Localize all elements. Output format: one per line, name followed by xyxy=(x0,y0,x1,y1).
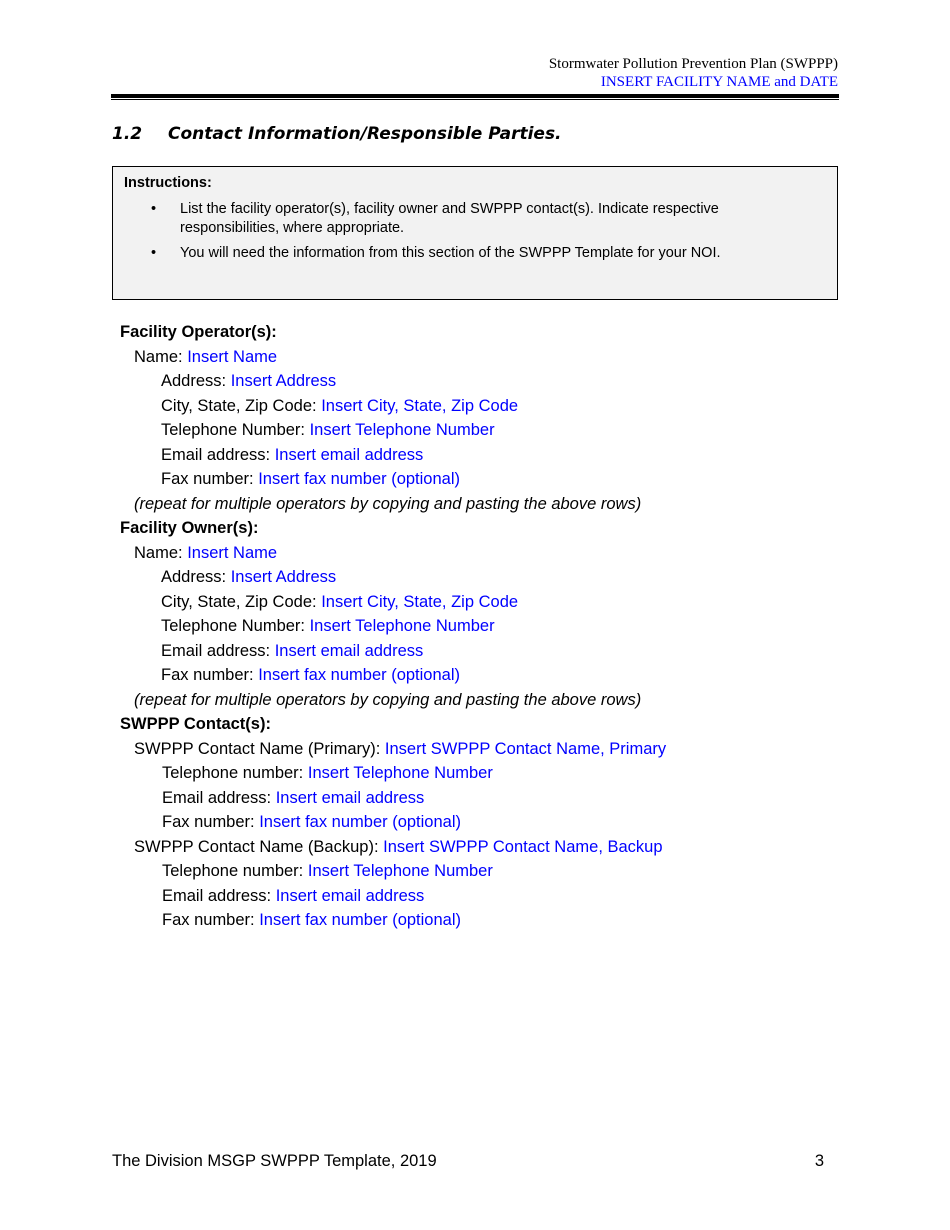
backup-contact-fax-placeholder[interactable]: Insert fax number (optional) xyxy=(259,911,461,929)
instruction-text: You will need the information from this section of the SWPPP Template for your NOI. xyxy=(180,245,721,261)
owner-address-placeholder[interactable]: Insert Address xyxy=(230,568,337,586)
field-label: Email address: xyxy=(162,788,276,807)
field-label: Fax number: xyxy=(161,470,259,488)
contact-information xyxy=(0,320,950,933)
operator-address-placeholder[interactable]: Insert Address xyxy=(230,372,337,390)
operator-name-placeholder[interactable]: Insert Name xyxy=(187,347,278,366)
instructions-list xyxy=(151,200,811,269)
owner-name-row xyxy=(0,541,950,566)
field-label: Fax number: xyxy=(162,813,260,831)
backup-contact-phone-placeholder[interactable]: Insert Telephone Number xyxy=(307,862,493,880)
field-label: Telephone number: xyxy=(162,862,308,880)
backup-contact-email-row xyxy=(0,884,950,909)
operator-city-row xyxy=(0,394,950,419)
instruction-text: List the facility operator(s), facility owner and SWPPP contact(s). Indicate respective responsibilities, where appropriate. xyxy=(180,201,719,236)
owners-heading: Facility Owner(s): xyxy=(120,519,259,537)
field-label: City, State, Zip Code: xyxy=(161,592,322,611)
field-label: Email address: xyxy=(161,445,275,464)
owners-repeat-note: (repeat for multiple operators by copying and pasting the above rows) xyxy=(134,690,642,709)
header-divider-thick xyxy=(111,94,839,98)
owner-name-placeholder[interactable]: Insert Name xyxy=(187,543,278,562)
page-footer xyxy=(112,1152,824,1171)
operator-city-placeholder[interactable]: Insert City, State, Zip Code xyxy=(321,396,519,415)
owner-fax-placeholder[interactable]: Insert fax number (optional) xyxy=(258,666,460,684)
primary-contact-name-placeholder[interactable]: Insert SWPPP Contact Name, Primary xyxy=(384,739,667,758)
owner-phone-placeholder[interactable]: Insert Telephone Number xyxy=(309,617,495,635)
operators-heading: Facility Operator(s): xyxy=(120,323,277,341)
owner-address-row xyxy=(0,565,950,590)
primary-contact-email-placeholder[interactable]: Insert email address xyxy=(275,788,425,807)
operator-email-placeholder[interactable]: Insert email address xyxy=(274,445,424,464)
operators-repeat-note: (repeat for multiple operators by copying and pasting the above rows) xyxy=(134,494,642,513)
page-header xyxy=(549,55,838,91)
section-title: Contact Information/Responsible Parties. xyxy=(168,124,562,144)
operator-email-row xyxy=(0,443,950,468)
page-number: 3 xyxy=(814,1152,824,1170)
primary-contact-phone-placeholder[interactable]: Insert Telephone Number xyxy=(307,764,493,782)
field-label: Telephone Number: xyxy=(161,421,310,439)
field-label: Fax number: xyxy=(161,666,259,684)
field-label: Fax number: xyxy=(162,911,260,929)
owner-phone-row xyxy=(0,614,950,639)
primary-contact-email-row xyxy=(0,786,950,811)
backup-contact-phone-row xyxy=(0,859,950,884)
section-heading xyxy=(112,124,562,144)
document-title: Stormwater Pollution Prevention Plan (SWPPP) xyxy=(548,56,838,72)
field-label: Name: xyxy=(134,543,188,562)
backup-contact-name-row xyxy=(0,835,950,860)
operator-address-row xyxy=(0,369,950,394)
backup-contact-email-placeholder[interactable]: Insert email address xyxy=(275,886,425,905)
operator-name-row xyxy=(0,345,950,370)
operator-phone-placeholder[interactable]: Insert Telephone Number xyxy=(309,421,495,439)
operator-phone-row xyxy=(0,418,950,443)
field-label: SWPPP Contact Name (Backup): xyxy=(134,837,384,856)
backup-contact-fax-row xyxy=(0,908,950,933)
owner-city-row xyxy=(0,590,950,615)
primary-contact-name-row xyxy=(0,737,950,762)
instruction-item xyxy=(151,244,811,263)
field-label: Email address: xyxy=(161,641,275,660)
facility-name-placeholder: INSERT FACILITY NAME and DATE xyxy=(600,74,838,90)
primary-contact-fax-placeholder[interactable]: Insert fax number (optional) xyxy=(259,813,461,831)
instruction-item xyxy=(151,200,811,238)
field-label: Telephone number: xyxy=(162,764,308,782)
bullet-icon: • xyxy=(151,201,157,217)
backup-contact-name-placeholder[interactable]: Insert SWPPP Contact Name, Backup xyxy=(383,837,663,856)
owner-email-placeholder[interactable]: Insert email address xyxy=(274,641,424,660)
swppp-contacts-heading: SWPPP Contact(s): xyxy=(120,715,271,733)
instructions-title: Instructions: xyxy=(124,175,212,191)
owner-fax-row xyxy=(0,663,950,688)
instructions-box xyxy=(112,166,838,300)
section-number: 1.2 xyxy=(112,124,143,144)
owner-city-placeholder[interactable]: Insert City, State, Zip Code xyxy=(321,592,519,611)
footer-document-name: The Division MSGP SWPPP Template, 2019 xyxy=(112,1152,437,1170)
field-label: SWPPP Contact Name (Primary): xyxy=(134,739,385,758)
field-label: Name: xyxy=(134,347,188,366)
field-label: Address: xyxy=(161,568,231,586)
bullet-icon: • xyxy=(151,245,157,261)
header-divider-thin xyxy=(111,99,839,100)
field-label: Address: xyxy=(161,372,231,390)
field-label: City, State, Zip Code: xyxy=(161,396,322,415)
primary-contact-phone-row xyxy=(0,761,950,786)
field-label: Email address: xyxy=(162,886,276,905)
operator-fax-placeholder[interactable]: Insert fax number (optional) xyxy=(258,470,460,488)
primary-contact-fax-row xyxy=(0,810,950,835)
operator-fax-row xyxy=(0,467,950,492)
field-label: Telephone Number: xyxy=(161,617,310,635)
owner-email-row xyxy=(0,639,950,664)
